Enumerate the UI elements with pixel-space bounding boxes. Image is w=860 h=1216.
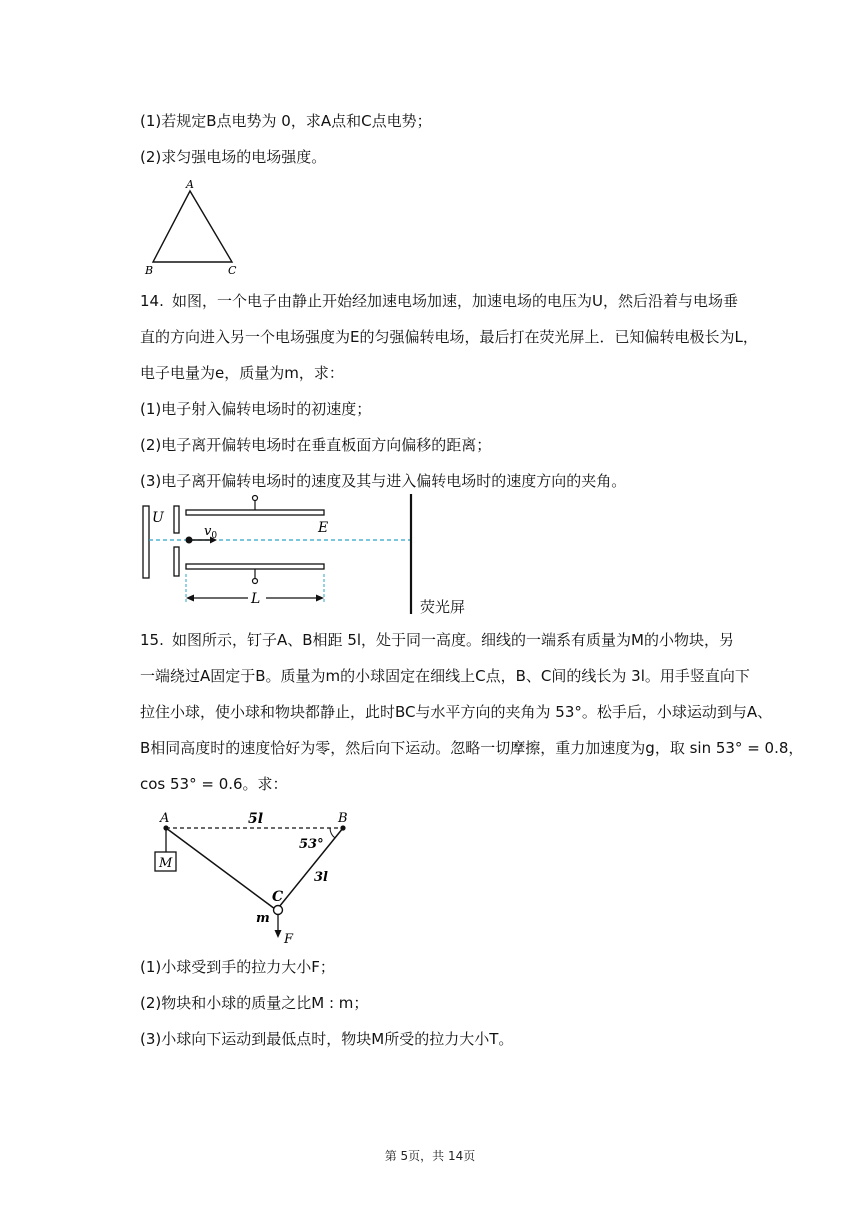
label-a: A xyxy=(160,811,170,826)
q14-part2: (2)电子离开偏转电场时在垂直板面方向偏移的距离； xyxy=(140,436,492,454)
label-f: F xyxy=(284,932,294,947)
deflection-plate-upper xyxy=(186,510,324,515)
q15-stem-line2: 一端绕过A固定于B。质量为m的小球固定在细线上C点，B、C间的线长为 3l。用手竖直向下 xyxy=(140,667,750,685)
label-e: E xyxy=(318,520,329,536)
upper-terminal xyxy=(253,496,258,501)
q15-part3: (3)小球向下运动到最低点时，物块M所受的拉力大小T。 xyxy=(140,1030,514,1048)
label-angle: 53° xyxy=(299,837,324,852)
lower-terminal xyxy=(253,579,258,584)
force-f-arrow xyxy=(275,930,282,938)
label-3l: 3l xyxy=(314,870,328,885)
label-b: B xyxy=(338,811,348,826)
q13-part2: (2)求匀强电场的电场强度。 xyxy=(140,148,327,166)
triangle-abc xyxy=(153,191,232,262)
label-c: C xyxy=(228,264,237,277)
deflection-plate-lower xyxy=(186,564,324,569)
q15-stem-line5: cos 53° = 0.6。求： xyxy=(140,775,288,793)
label-ball-m: m xyxy=(256,911,270,926)
label-block-m: M xyxy=(159,856,173,871)
q15-stem-line4: B相同高度时的速度恰好为零，然后向下运动。忽略一切摩擦，重力加速度为g，取 sin 53° = 0.8， xyxy=(140,739,804,757)
label-a: A xyxy=(186,178,194,191)
accelerating-plate-left xyxy=(143,506,149,578)
q15-stem-line1: 15. 如图所示，钉子A、B相距 5l，处于同一高度。细线的一端系有质量为M的小物块，另 xyxy=(140,631,734,649)
q14-part1: (1)电子射入偏转电场时的初速度； xyxy=(140,400,372,418)
label-l: L xyxy=(251,591,261,607)
ball-c xyxy=(274,906,283,915)
q14-stem-line1: 14. 如图，一个电子由静止开始经加速电场加速，加速电场的电压为U，然后沿着与电场垂 xyxy=(140,292,738,310)
q14-stem-line2: 直的方向进入另一个电场强度为E的匀强偏转电场，最后打在荧光屏上．已知偏转电极长为L， xyxy=(140,328,758,346)
q15-part2: (2)物块和小球的质量之比M : m； xyxy=(140,994,369,1012)
label-u: U xyxy=(152,510,164,526)
accelerating-plate-right-upper xyxy=(174,506,179,533)
label-b: B xyxy=(145,264,154,277)
q15-stem-line3: 拉住小球，使小球和物块都静止，此时BC与水平方向的夹角为 53°。松手后，小球运动到与A、 xyxy=(140,703,773,721)
label-c: C xyxy=(272,889,284,905)
string-ball-figure xyxy=(148,806,368,950)
q13-part1: (1)若规定B点电势为 0，求A点和C点电势； xyxy=(140,112,432,130)
screen-label: 荧光屏 xyxy=(420,598,466,616)
accelerating-plate-right-lower xyxy=(174,547,179,576)
q14-stem-line3: 电子电量为e，质量为m，求： xyxy=(140,364,344,382)
triangle-abc-figure xyxy=(140,176,250,278)
q15-number: 15. xyxy=(140,631,164,649)
q14-part3: (3)电子离开偏转电场时的速度及其与进入偏转电场时的速度方向的夹角。 xyxy=(140,472,627,490)
label-5l: 5l xyxy=(248,811,264,827)
electron-dot xyxy=(186,537,193,544)
q14-number: 14. xyxy=(140,292,164,310)
angle-arc xyxy=(330,828,335,838)
q15-part1: (1)小球受到手的拉力大小F； xyxy=(140,958,335,976)
page-footer: 第 5页，共 14页 xyxy=(384,1149,476,1163)
label-v0: $v_0$ xyxy=(204,524,218,541)
string-ac xyxy=(166,828,275,909)
